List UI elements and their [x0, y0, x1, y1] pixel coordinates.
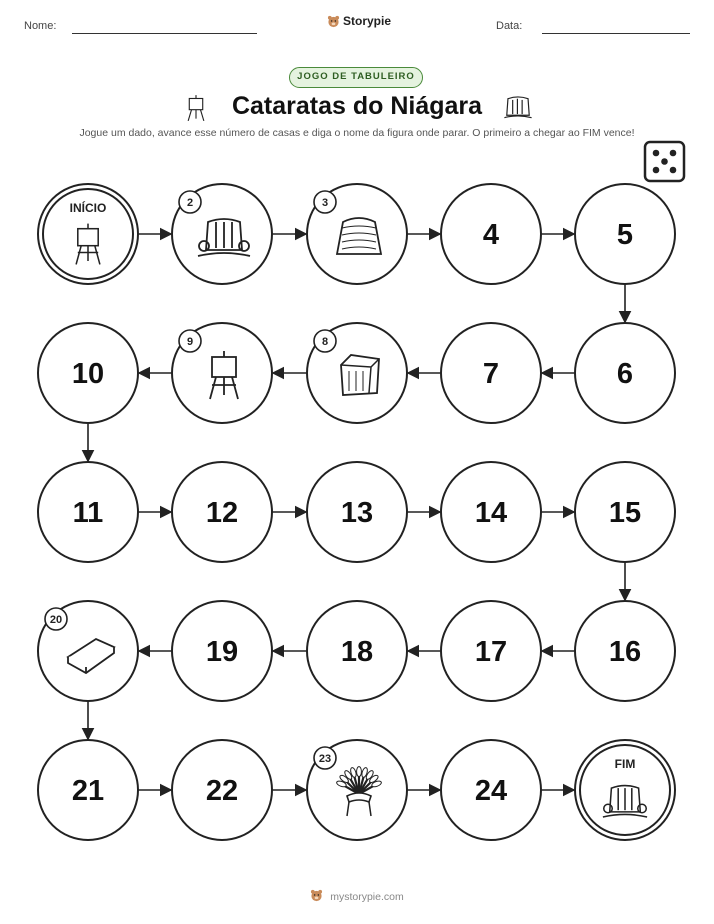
bear-logo-icon — [310, 889, 323, 902]
board-space-4[interactable] — [441, 184, 541, 284]
board-space-14[interactable] — [441, 462, 541, 562]
space-number: 13 — [340, 497, 374, 529]
space-number: 7 — [482, 358, 500, 390]
board-space-11[interactable] — [38, 462, 138, 562]
board-space-22[interactable] — [172, 740, 272, 840]
page-title: Cataratas do Niágara — [231, 92, 483, 120]
space-number-badge: 23 — [318, 753, 332, 765]
board-space-23[interactable] — [307, 740, 407, 840]
board-space-3[interactable] — [307, 184, 407, 284]
board-space-9[interactable] — [172, 323, 272, 423]
space-number: 19 — [205, 636, 239, 668]
space-number: 11 — [72, 497, 104, 529]
board-space-15[interactable] — [575, 462, 675, 562]
board-space-19[interactable] — [172, 601, 272, 701]
space-number: 17 — [474, 636, 508, 668]
name-label: Nome: — [24, 20, 57, 32]
board-space-20[interactable] — [38, 601, 138, 701]
board-space-5[interactable] — [575, 184, 675, 284]
board-space-24[interactable] — [441, 740, 541, 840]
space-number: 10 — [71, 358, 105, 390]
space-number: 4 — [482, 219, 500, 251]
footer — [0, 889, 714, 903]
space-number: 14 — [474, 497, 508, 529]
space-number: 16 — [608, 636, 642, 668]
finish-space[interactable] — [575, 740, 675, 840]
board-space-21[interactable] — [38, 740, 138, 840]
board-space-17[interactable] — [441, 601, 541, 701]
space-number: 24 — [474, 775, 508, 807]
rock-icon — [337, 218, 381, 254]
board-space-6[interactable] — [575, 323, 675, 423]
board-space-18[interactable] — [307, 601, 407, 701]
footer-url: mystorypie.com — [330, 891, 404, 903]
space-label: FIM — [614, 757, 636, 771]
board-space-2[interactable] — [172, 184, 272, 284]
space-number: 22 — [205, 775, 239, 807]
space-number: 15 — [608, 497, 642, 529]
space-number-badge: 2 — [186, 197, 194, 209]
dice-icon — [645, 142, 684, 181]
brand-name: Storypie — [343, 14, 392, 28]
space-label: INÍCIO — [69, 201, 107, 215]
space-number: 5 — [616, 219, 634, 251]
instructions: Jogue um dado, avance esse número de casas e diga o nome da figura onde parar. O primeiro a chegar ao FIM vence! — [79, 127, 635, 139]
board-space-7[interactable] — [441, 323, 541, 423]
board-space-16[interactable] — [575, 601, 675, 701]
board-space-8[interactable] — [307, 323, 407, 423]
space-number-badge: 9 — [186, 336, 194, 348]
space-number: 18 — [340, 636, 374, 668]
board-space-10[interactable] — [38, 323, 138, 423]
board-space-13[interactable] — [307, 462, 407, 562]
space-number-badge: 3 — [321, 197, 329, 209]
space-number: 21 — [71, 775, 105, 807]
board-space-12[interactable] — [172, 462, 272, 562]
space-number: 6 — [616, 358, 634, 390]
game-type-badge: JOGO DE TABULEIRO — [289, 67, 423, 88]
date-label: Data: — [496, 20, 523, 32]
space-number-badge: 8 — [321, 336, 329, 348]
start-space[interactable] — [38, 184, 138, 284]
stone-block-icon — [341, 355, 379, 395]
space-number: 12 — [205, 497, 239, 529]
space-number-badge: 20 — [49, 614, 63, 626]
